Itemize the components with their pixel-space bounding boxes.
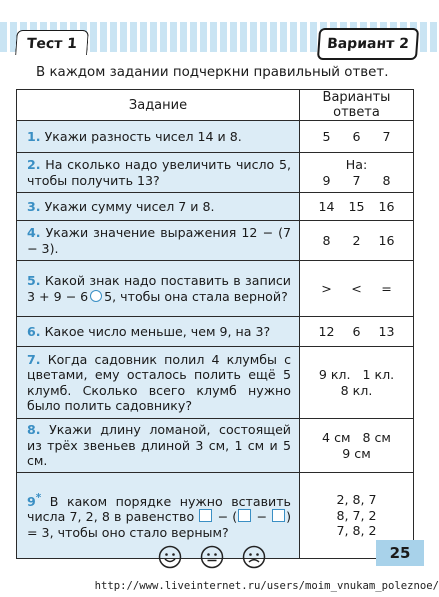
answer-option[interactable]: 2 (352, 232, 361, 248)
task-row-8 (17, 419, 414, 473)
blank-circle-icon (90, 290, 102, 302)
task-text: Какое число меньше, чем 9, на 3? (44, 323, 271, 339)
task-number: 9 (27, 493, 36, 509)
answer-option[interactable]: 14 (318, 198, 335, 214)
answer-prefix: На: (345, 157, 368, 173)
task-text: Какой знак надо поставить в записи 3 + 9 − 6 (27, 273, 291, 304)
task-number: 2. (27, 157, 41, 173)
instruction-text: В каждом задании подчеркни правильный ответ. (36, 65, 389, 80)
answer-option[interactable]: 15 (348, 198, 365, 214)
answer-option[interactable]: 13 (378, 323, 395, 339)
task-answers (300, 317, 414, 347)
task-answers (300, 193, 414, 221)
answer-option[interactable]: 7 (382, 128, 391, 144)
task-row-4 (17, 221, 414, 261)
task-text: Когда садовник полил 4 клумбы с цветами, ему осталось полить ещё 5 клумб. Сколько всего клумб нужно было полить садовнику? (27, 351, 291, 413)
task-number: 4. (27, 225, 41, 241)
variant-label: Вариант 2 (317, 28, 419, 60)
task-text: Укажи длину ломаной, состоящей из трёх звеньев длиной 3 см, 1 см и 5 см. (27, 422, 291, 469)
task-answers (300, 121, 414, 153)
answer-option[interactable]: > (321, 280, 332, 296)
answer-option[interactable]: 16 (378, 232, 395, 248)
task-answers (300, 221, 414, 261)
task-number: 6. (27, 323, 41, 339)
tasks-table (16, 89, 414, 559)
sad-face-icon[interactable] (242, 545, 266, 569)
neutral-face-icon[interactable] (200, 545, 224, 569)
task-number: 1. (27, 128, 41, 144)
star-mark: * (35, 491, 42, 504)
task-question (17, 347, 300, 419)
task-text: В каком порядке нужно вставить числа 7, 2, 8 в равенство (27, 493, 291, 525)
answer-option[interactable]: = (381, 280, 392, 296)
answer-option[interactable]: 8 (322, 232, 331, 248)
blank-square-icon (238, 509, 251, 522)
answer-options-line[interactable]: 4 см 8 см (322, 430, 391, 446)
task-question (17, 221, 300, 261)
task-row-3 (17, 193, 414, 221)
answer-option[interactable]: 16 (378, 198, 395, 214)
answer-options-line[interactable]: 9 кл. 1 кл. (318, 367, 395, 383)
answer-option[interactable]: 6 (352, 128, 361, 144)
task-text: Укажи сумму чисел 7 и 8. (44, 198, 215, 214)
answer-option[interactable]: < (351, 280, 362, 296)
answer-option[interactable]: 7, 8, 2 (336, 523, 377, 539)
answer-option[interactable]: 8, 7, 2 (336, 507, 377, 523)
answer-options-line[interactable]: 9 см (342, 445, 371, 461)
answer-option[interactable]: 5 (322, 128, 331, 144)
task-answers (300, 261, 414, 317)
task-row-6 (17, 317, 414, 347)
task-question (17, 261, 300, 317)
blank-square-icon (272, 509, 285, 522)
task-number: 8. (27, 422, 41, 438)
self-assessment-faces (158, 545, 278, 569)
task-answers (300, 347, 414, 419)
column-header-task: Задание (17, 90, 300, 121)
blank-square-icon (199, 509, 212, 522)
column-header-answers: Варианты ответа (300, 90, 414, 121)
task-question (17, 121, 300, 153)
task-number: 3. (27, 198, 41, 214)
table-header-row (17, 90, 414, 121)
task-text: Укажи значение выражения 12 − (7 − 3). (27, 225, 291, 256)
test-label: Тест 1 (15, 30, 89, 55)
task-row-5 (17, 261, 414, 317)
task-row-7 (17, 347, 414, 419)
task-text: На сколько надо увеличить число 5, чтобы получить 13? (27, 157, 291, 188)
task-row-2 (17, 153, 414, 193)
task-question: 9* В каком порядке нужно вставить числа 7, 2, 8 в равенство − ( − ) = 3, чтобы оно стало верным? (17, 473, 300, 559)
answer-option[interactable]: 9 (322, 172, 331, 188)
task-answers (300, 419, 414, 473)
task-question (17, 193, 300, 221)
task-text: Укажи разность чисел 14 и 8. (44, 128, 242, 144)
happy-face-icon[interactable] (158, 545, 182, 569)
answer-option[interactable]: 8 (382, 172, 391, 188)
task-row-1 (17, 121, 414, 153)
task-number: 5. (27, 273, 41, 289)
answer-option[interactable]: 7 (352, 172, 361, 188)
task-text: = 3, чтобы оно стало верным? (27, 524, 229, 540)
page-number: 25 (376, 540, 424, 566)
task-question (17, 317, 300, 347)
answer-options-line[interactable]: 8 кл. (340, 382, 373, 398)
task-number: 7. (27, 351, 41, 367)
answer-option[interactable]: 2, 8, 7 (336, 492, 377, 508)
task-text: 5, чтобы она стала верной? (104, 288, 288, 304)
task-answers (300, 153, 414, 193)
answer-option[interactable]: 12 (318, 323, 335, 339)
task-question (17, 153, 300, 193)
task-question (17, 419, 300, 473)
answer-option[interactable]: 6 (352, 323, 361, 339)
watermark-url: http://www.liveinternet.ru/users/moim_vnukam_poleznoe/ (94, 580, 439, 592)
